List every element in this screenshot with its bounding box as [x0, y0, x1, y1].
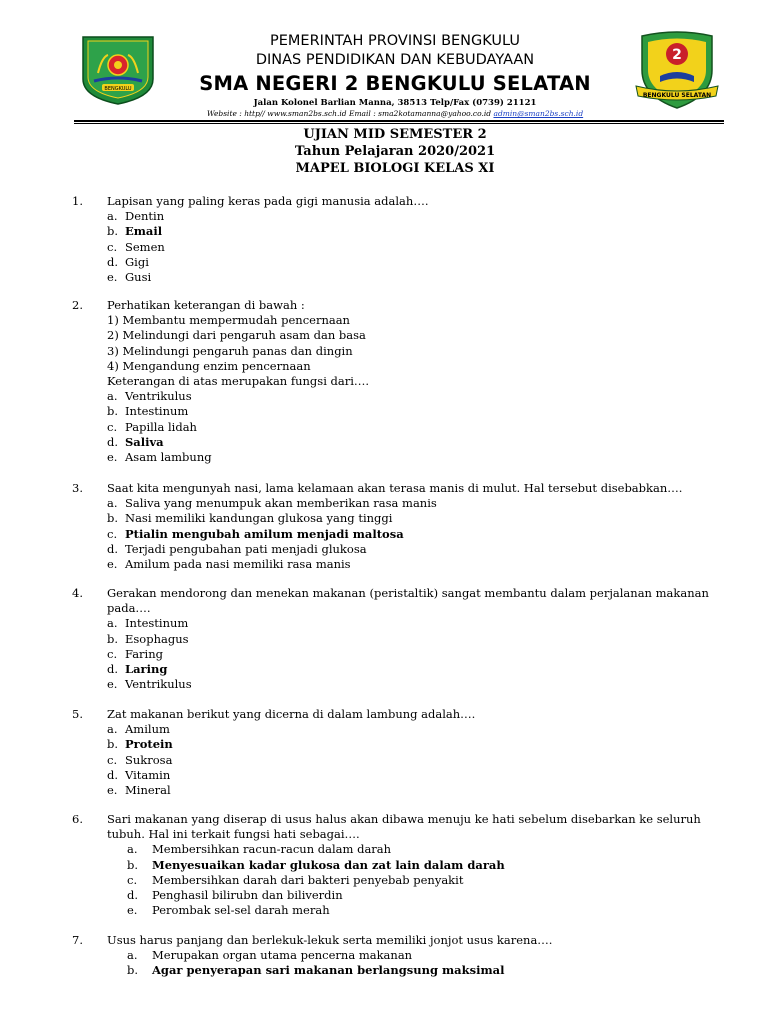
statement-1: 1) Membantu mempermudah pencernaan	[107, 313, 350, 328]
option-c-answer: c. Ptialin mengubah amilum menjadi maltosa	[107, 526, 404, 541]
exam-title: UJIAN MID SEMESTER 2	[303, 127, 487, 142]
question-number: 6.	[72, 812, 83, 826]
question-2	[72, 298, 722, 465]
school-emblem-icon	[632, 30, 722, 110]
option-b-answer: b. Agar penyerapan sari makanan berlangsung maksimal	[127, 963, 505, 978]
option-a: a. Ventrikulus	[107, 389, 192, 404]
option-e: e. Mineral	[107, 783, 171, 798]
question-number: 5.	[72, 707, 83, 721]
statement-3: 3) Melindungi pengaruh panas dan dingin	[107, 343, 353, 358]
option-e: e. Gusi	[107, 270, 152, 285]
option-d: d. Terjadi pengubahan pati menjadi glukosa	[107, 541, 367, 556]
question-text: Usus harus panjang dan berlekuk-lekuk serta memiliki jonjot usus karena….	[107, 933, 553, 947]
question-text: Lapisan yang paling keras pada gigi manusia adalah….	[107, 194, 429, 208]
header-contact-text: Website : http// www.sman2bs.sch.id Email : sma2kotamanna@yahoo.co.id	[206, 109, 492, 118]
option-b: b. Nasi memiliki kandungan glukosa yang tinggi	[107, 511, 393, 526]
question-text: Perhatikan keterangan di bawah :	[107, 298, 305, 312]
option-b: b. Intestinum	[107, 404, 189, 419]
statement-2: 2) Melindungi dari pengaruh asam dan basa	[107, 328, 366, 343]
option-b-answer: b. Menyesuaikan kadar glukosa dan zat lain dalam darah	[127, 857, 505, 872]
option-e: e. Asam lambung	[107, 450, 212, 465]
option-c: c. Sukrosa	[107, 752, 173, 767]
statement-4: 4) Mengandung enzim pencernaan	[107, 358, 311, 373]
option-a: a. Merupakan organ utama pencerna makanan	[127, 948, 413, 963]
header-school-name: SMA NEGERI 2 BENGKULU SELATAN	[199, 72, 591, 95]
question-text: Zat makanan berikut yang dicerna di dalam lambung adalah….	[107, 707, 476, 721]
left-logo-text: BENGKULU	[104, 86, 132, 92]
question-3	[72, 481, 722, 572]
question-number: 7.	[72, 933, 83, 947]
header-divider	[74, 120, 724, 122]
question-number: 3.	[72, 481, 83, 495]
option-d-answer: d. Saliva	[107, 434, 164, 449]
option-c: c. Semen	[107, 239, 165, 254]
option-d-answer: d. Laring	[107, 662, 168, 677]
header-department: DINAS PENDIDIKAN DAN KEBUDAYAAN	[255, 52, 535, 68]
exam-subject: MAPEL BIOLOGI KELAS XI	[295, 161, 495, 176]
header-email-link[interactable]: admin@sman2bs.sch.id	[493, 109, 584, 118]
option-d: d. Gigi	[107, 254, 149, 269]
question-6	[72, 812, 722, 918]
question-7	[72, 933, 722, 979]
question-number: 4.	[72, 586, 83, 600]
option-c: c. Papilla lidah	[107, 419, 197, 434]
header-address: Jalan Kolonel Barlian Manna, 38513 Telp/Fax (0739) 21121	[253, 98, 537, 108]
header-divider-thin	[74, 123, 724, 124]
question-text-line-1: Sari makanan yang diserap di usus halus akan dibawa menuju ke hati sebelum disebarkan ke seluruh	[107, 812, 701, 826]
option-b-answer: b. Email	[107, 224, 163, 239]
option-d: d. Penghasil bilirubn dan biliverdin	[127, 888, 343, 903]
option-b-answer: b. Protein	[107, 737, 173, 752]
exam-year: Tahun Pelajaran 2020/2021	[294, 144, 496, 159]
question-4	[72, 586, 722, 692]
option-a: a. Amilum	[107, 722, 170, 737]
option-a: a. Dentin	[107, 209, 165, 224]
question-number: 1.	[72, 194, 83, 208]
question-number: 2.	[72, 298, 83, 312]
option-e: e. Perombak sel-sel darah merah	[127, 903, 330, 918]
question-text: Saat kita mengunyah nasi, lama kelamaan akan terasa manis di mulut. Hal tersebut disebabkan….	[107, 481, 683, 495]
right-logo-text: BENGKULU SELATAN	[642, 92, 712, 99]
option-c: c. Membersihkan darah dari bakteri penyebab penyakit	[127, 872, 464, 887]
option-a: a. Intestinum	[107, 616, 189, 631]
right-logo-number: 2	[672, 47, 682, 63]
question-text-line-1: Gerakan mendorong dan menekan makanan (peristaltik) sangat membantu dalam perjalanan makanan	[107, 586, 709, 600]
option-c: c. Faring	[107, 646, 163, 661]
option-d: d. Vitamin	[107, 767, 171, 782]
option-a: a. Membersihkan racun-racun dalam darah	[127, 842, 392, 857]
header-contact	[160, 109, 630, 118]
option-e: e. Ventrikulus	[107, 677, 192, 692]
question-prompt: Keterangan di atas merupakan fungsi dari….	[107, 374, 370, 389]
option-b: b. Esophagus	[107, 631, 189, 646]
option-e: e. Amilum pada nasi memiliki rasa manis	[107, 557, 351, 572]
header-province: PEMERINTAH PROVINSI BENGKULU	[270, 33, 520, 49]
question-1	[72, 194, 722, 285]
bengkulu-province-crest-icon	[80, 35, 156, 105]
option-a: a. Saliva yang menumpuk akan memberikan rasa manis	[107, 496, 437, 511]
question-5	[72, 707, 722, 798]
question-text-line-2: tubuh. Hal ini terkait fungsi hati sebagai….	[107, 827, 360, 842]
question-text-line-2: pada….	[107, 601, 151, 616]
